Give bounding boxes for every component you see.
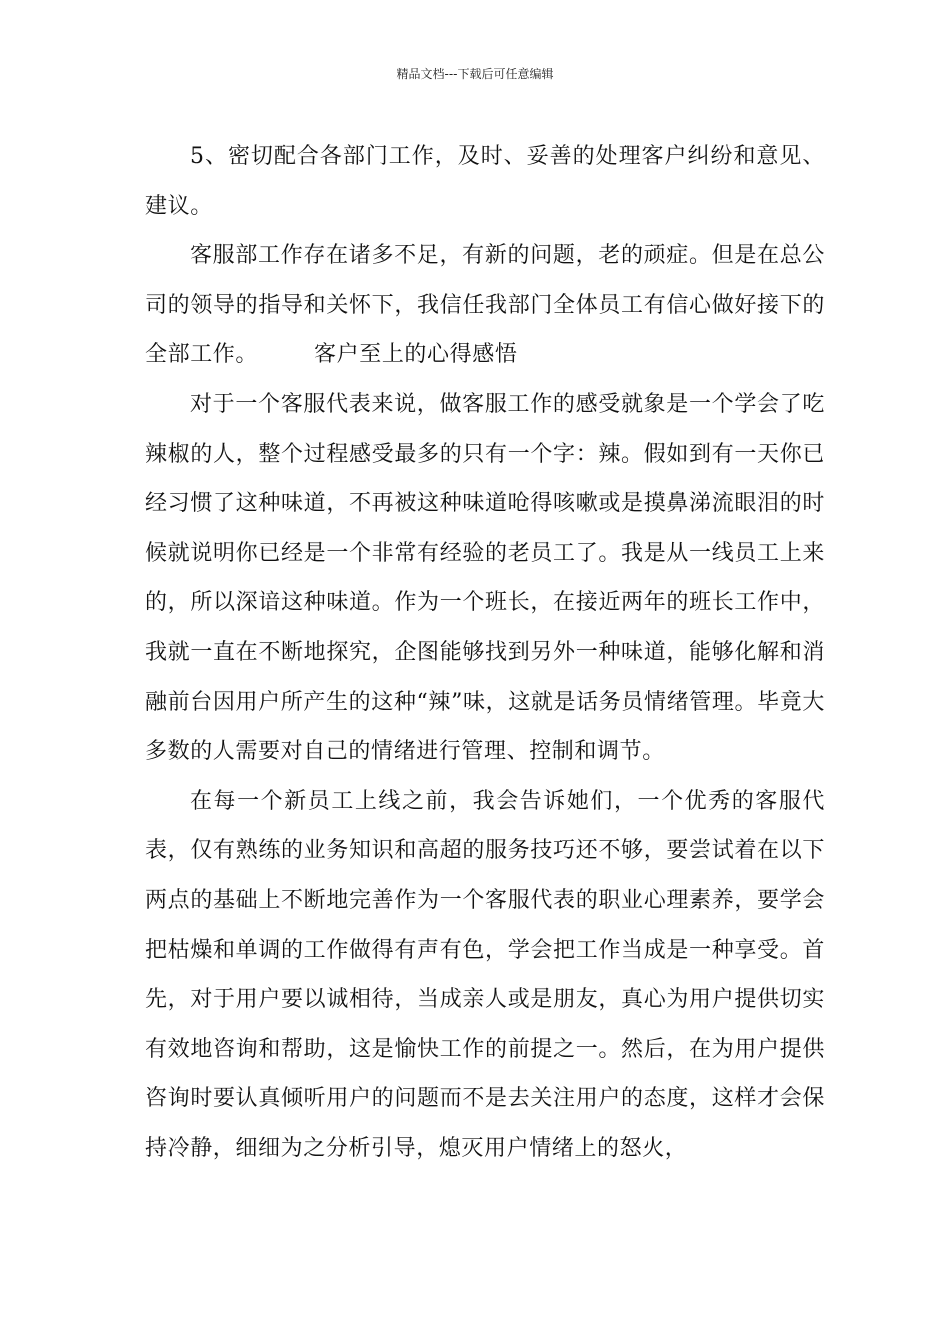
paragraph-text: 5、密切配合各部门工作，及时、妥善的处理客户纠纷和意见、建议。 [145,144,825,219]
paragraph-1 [145,132,825,231]
section-heading: 客户至上的心得感悟 [314,342,518,368]
paragraph-3 [145,380,825,777]
paragraph-text: 对于一个客服代表来说，做客服工作的感受就象是一个学会了吃辣椒的人，整个过程感受最多的只有一个字：辣。假如到有一天你已经习惯了这种味道，不再被这种味道呛得咳嗽或是摸鼻涕流眼泪的时候就说明你已经是一个非常有经验的老员工了。我是从一线员工上来的，所以深谙这种味道。作为一个班长，在接近两年的班长工作中，我就一直在不断地探究，企图能够找到另外一种味道，能够化解和消融前台因用户所产生的这种“辣”味，这就是话务员情绪管理。毕竟大多数的人需要对自己的情绪进行管理、控制和调节。 [145,391,825,765]
paragraph-2 [145,231,825,380]
paragraph-4 [145,777,825,1174]
paragraph-text: 客服部工作存在诸多不足，有新的问题，老的顽症。但是在总公司的领导的指导和关怀下，我信任我部门全体员工有信心做好接下的全部工作。 [145,243,825,368]
paragraph-text: 在每一个新员工上线之前，我会告诉她们，一个优秀的客服代表，仅有熟练的业务知识和高超的服务技巧还不够，要尝试着在以下两点的基础上不断地完善作为一个客服代表的职业心理素养，要学会把枯燥和单调的工作做得有声有色，学会把工作当成是一种享受。首先，对于用户要以诚相待，当成亲人或是朋友，真心为用户提供切实有效地咨询和帮助，这是愉快工作的前提之一。然后，在为用户提供咨询时要认真倾听用户的问题而不是去关注用户的态度，这样才会保持冷静，细细为之分析引导，熄灭用户情绪上的怒火， [145,788,825,1161]
page-header: 精品文档---下载后可任意编辑 [396,67,554,81]
document-body [145,132,825,1173]
